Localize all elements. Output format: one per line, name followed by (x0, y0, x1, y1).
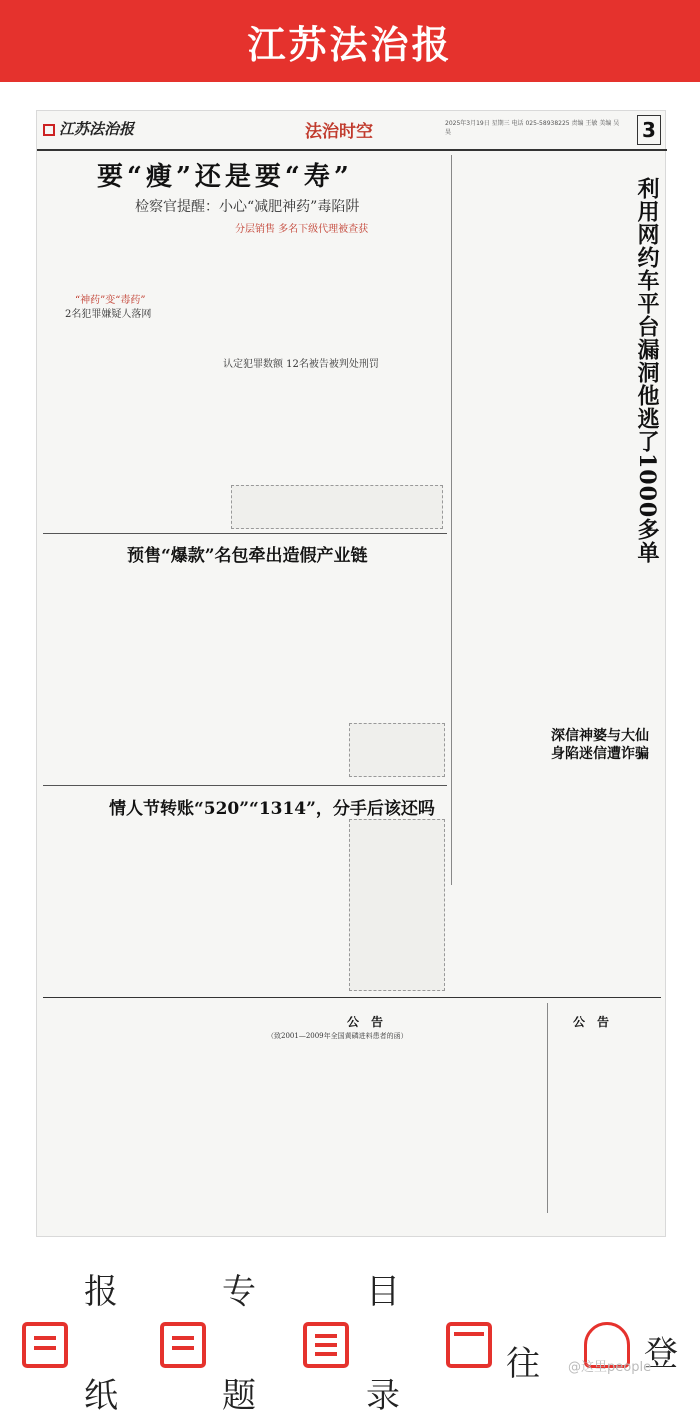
nav-label-archive[interactable]: 往 (506, 1344, 540, 1384)
text-block (457, 161, 629, 551)
text-block (349, 567, 445, 717)
section-head: “神药”变“毒药” (75, 295, 146, 306)
text-block (553, 1033, 661, 1205)
text-block (333, 369, 429, 477)
text-block (183, 1045, 301, 1205)
newspaper-icon[interactable] (22, 1322, 68, 1368)
nav-label-newspaper-2[interactable]: 纸 (84, 1376, 118, 1416)
vertical-headline[interactable]: 利用网约车平台漏洞他逃了1000多单 (634, 177, 660, 565)
nav-label-login[interactable]: 登 (644, 1334, 678, 1374)
watermark: @这里people (568, 1360, 652, 1375)
text-block (43, 319, 225, 529)
newspaper-page[interactable] (36, 110, 666, 1237)
notice-subheadline: （致2001—2009年全国黄磷进料患者的函） (267, 1032, 408, 1040)
lead-side-head-2: 认定犯罪数额 12名被告被判处刑罚 (223, 359, 379, 370)
section-head-sub: 2名犯罪嫌疑人落网 (65, 309, 152, 320)
quote-box (349, 723, 445, 777)
text-block (43, 1005, 175, 1205)
text-block (43, 819, 139, 991)
lead-headline[interactable]: 要“瘦”还是要“寿” (97, 162, 353, 192)
text-block (307, 1045, 425, 1205)
app-title: 江苏法治报 (247, 22, 453, 67)
lead-side-head: 分层销售 多名下级代理被查获 (235, 224, 369, 235)
nav-label-newspaper[interactable]: 报 (84, 1272, 118, 1312)
logo-box-icon (43, 124, 55, 136)
nav-label-topics-2[interactable]: 题 (222, 1376, 256, 1416)
app-header (0, 0, 700, 82)
text-block (231, 369, 327, 477)
quote-box (349, 819, 445, 991)
text-block (333, 235, 429, 351)
page-number: 3 (637, 115, 661, 145)
text-block (247, 567, 343, 777)
text-block (231, 235, 327, 351)
nav-label-topics[interactable]: 专 (222, 1272, 256, 1312)
lead-subheadline: 检察官提醒：小心“减肥神药”毒陷阱 (135, 199, 360, 215)
text-block (457, 771, 661, 891)
quote-box (231, 485, 443, 529)
deep-headline[interactable]: 深信神婆与大仙 身陷迷信遭诈骗 (551, 728, 649, 762)
nav-label-contents[interactable]: 目 (366, 1272, 400, 1312)
text-block (43, 567, 139, 777)
text-block (43, 235, 225, 287)
story-headline[interactable]: 预售“爆款”名包牵出造假产业链 (127, 546, 368, 566)
text-block (145, 567, 241, 777)
notice-headline[interactable]: 公 告 (347, 1015, 384, 1029)
column-divider (547, 1003, 548, 1213)
text-block (431, 1013, 541, 1205)
section-divider (43, 997, 661, 998)
masthead (37, 111, 667, 151)
nav-label-contents-2[interactable]: 录 (366, 1376, 400, 1416)
list-icon[interactable] (303, 1322, 349, 1368)
story-headline[interactable]: 情人节转账“520”“1314”，分手后该还吗 (109, 799, 435, 819)
section-divider (43, 785, 447, 786)
section-title: 法治时空 (305, 122, 373, 142)
text-block (145, 819, 241, 991)
paper-logo: 江苏法治报 (43, 118, 134, 139)
text-block (457, 557, 661, 717)
column-divider (451, 155, 452, 885)
archive-icon[interactable] (446, 1322, 492, 1368)
document-icon[interactable] (160, 1322, 206, 1368)
page-meta: 2025年3月19日 星期三 电话 025-58938225 责编 王敏 美编 吴昊 (445, 120, 620, 136)
notice-headline[interactable]: 公 告 (573, 1015, 610, 1029)
section-divider (43, 533, 447, 534)
text-block (247, 819, 343, 991)
